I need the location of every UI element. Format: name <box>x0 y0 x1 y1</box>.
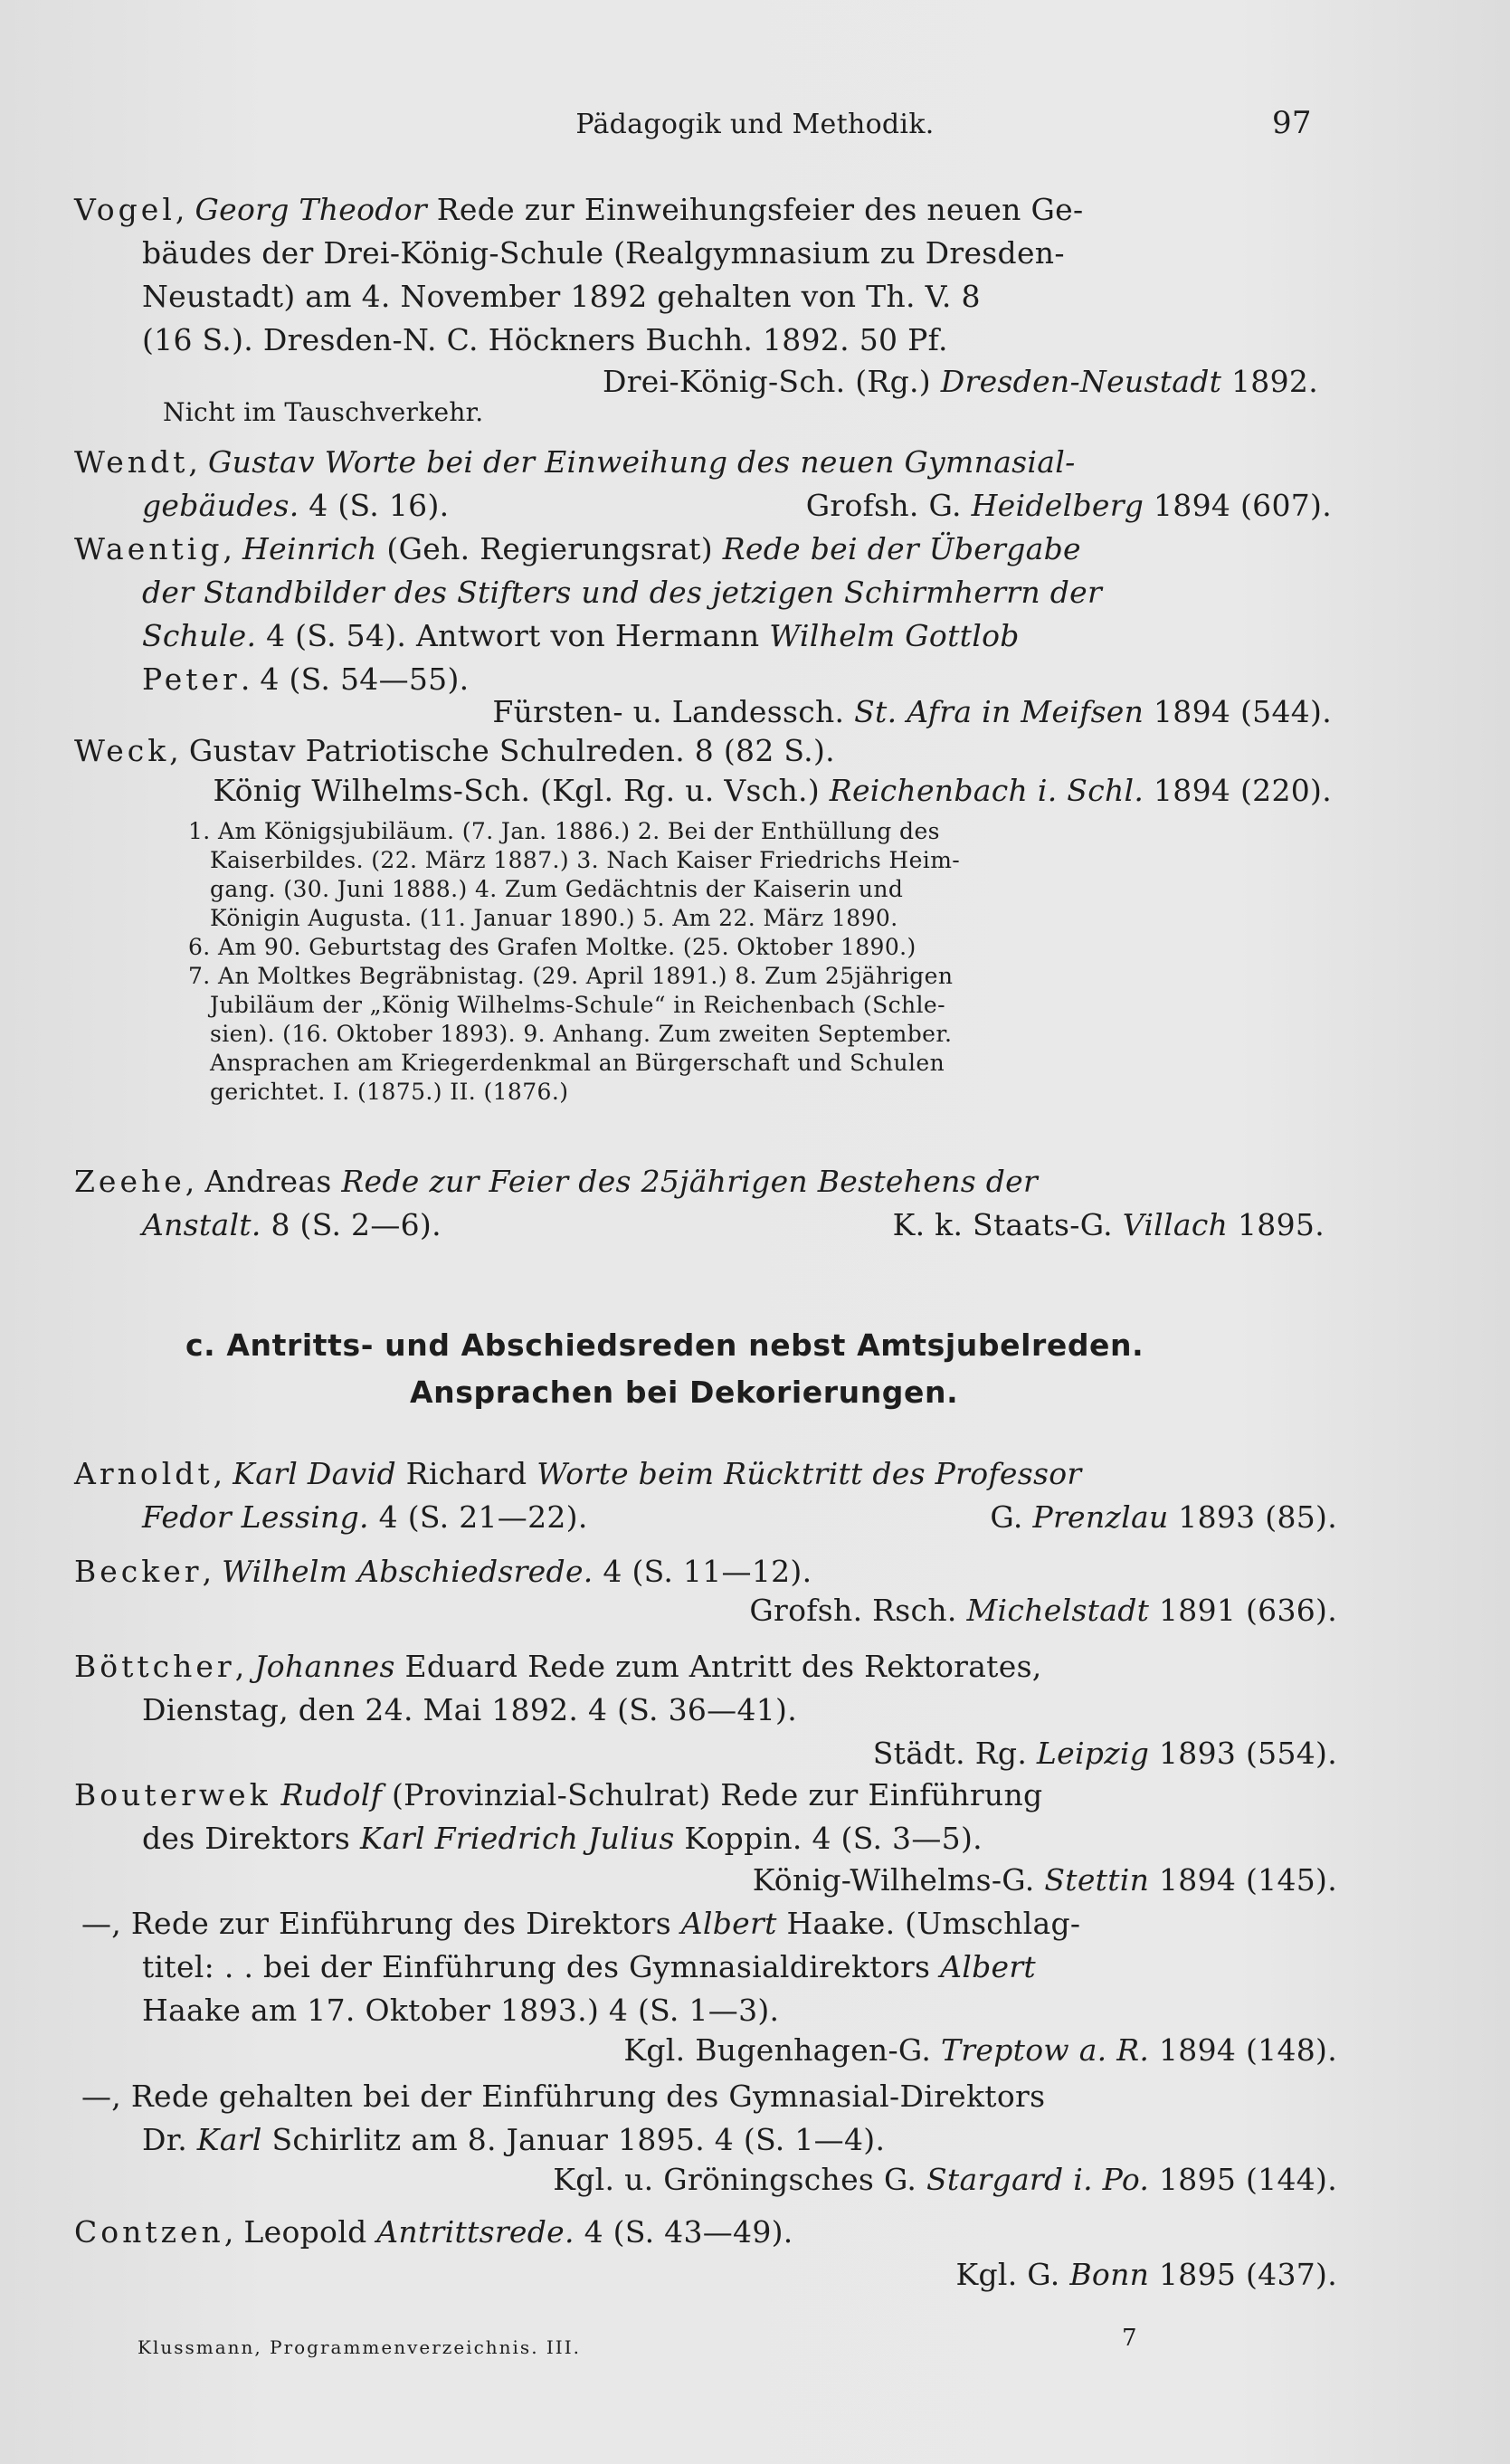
title-cont: Anstalt. <box>142 1207 261 1242</box>
title: Abschiedsrede. <box>357 1554 594 1589</box>
school-line <box>990 1499 1337 1536</box>
year: 1894 (607). <box>1154 488 1332 523</box>
page-number: 97 <box>1272 105 1312 141</box>
contents-line: Kaiserbildes. (22. März 1887.) 3. Nach Kaiser Friedrichs Heim- <box>210 847 961 873</box>
author-surname: Arnoldt <box>74 1456 214 1491</box>
school-line <box>893 1207 1325 1243</box>
author-surname: Contzen <box>74 2214 224 2250</box>
school: König-Wilhelms-G. <box>752 1862 1035 1898</box>
section-subheading: Ansprachen bei Dekorierungen. <box>410 1375 959 1410</box>
author-first: Wilhelm <box>222 1554 348 1589</box>
contents-line: 1. Am Königsjubiläum. (7. Jan. 1886.) 2. Bei der Enthüllung des <box>188 818 940 844</box>
section-heading: c. Antritts- und Abschiedsreden nebst Amtsjubelreden. <box>185 1327 1144 1363</box>
year: 1895. <box>1238 1207 1325 1242</box>
title: Rede bei der Übergabe <box>722 531 1081 566</box>
contents-line: Ansprachen am Kriegerdenkmal an Bürgerschaft und Schulen <box>210 1050 945 1076</box>
author-first: Gustav <box>208 444 315 480</box>
format: 4 (S. 54). Antwort von Hermann <box>266 618 760 653</box>
year: 1892. <box>1231 364 1318 399</box>
author-surname: Weck <box>74 733 170 768</box>
school: Grofsh. G. <box>805 488 962 523</box>
format: 4 (S. 43—49). <box>584 2214 793 2250</box>
text-line: bäudes der Drei-König-Schule (Realgymnasium zu Dresden- <box>142 235 1065 271</box>
author-surname: Becker <box>74 1554 203 1589</box>
school-line <box>873 1736 1337 1772</box>
contents-line: sien). (16. Oktober 1893). 9. Anhang. Zum zweiten September. <box>210 1021 953 1047</box>
year: 1894 (544). <box>1154 694 1332 729</box>
place: Treptow a. R. <box>941 2032 1150 2068</box>
author-first-b: Richard <box>405 1456 527 1491</box>
person-name: Albert <box>680 1906 777 1941</box>
text-line: Haake am 17. Oktober 1893.) 4 (S. 1—3). <box>142 1993 780 2028</box>
school-line <box>603 364 1318 400</box>
year: 1894 (145). <box>1159 1862 1337 1898</box>
text: Schirlitz am 8. Januar 1895. 4 (S. 1—4). <box>271 2122 886 2157</box>
place: Prenzlau <box>1032 1499 1169 1535</box>
title-cont: Schule. <box>142 618 257 653</box>
school: König Wilhelms-Sch. (Kgl. Rg. u. Vsch.) <box>213 773 820 808</box>
school-line <box>749 1593 1337 1629</box>
format: 4 (S. 21—22). <box>378 1499 588 1535</box>
school-line <box>623 2032 1337 2069</box>
title: Rede zur Feier des 25jährigen Bestehens der <box>341 1164 1039 1199</box>
text: titel: . . bei der Einführung des Gymnasialdirektors <box>142 1949 931 1984</box>
place: Stettin <box>1044 1862 1150 1898</box>
school-line <box>806 488 1332 524</box>
title-cont: Fedor Lessing. <box>142 1499 369 1535</box>
author-surname: Bouterwek <box>74 1777 271 1812</box>
author-surname: Zeehe <box>74 1164 185 1199</box>
year: 1894 (220). <box>1154 773 1332 808</box>
author-first: Rudolf <box>280 1777 383 1812</box>
author-surname: Vogel <box>74 192 176 227</box>
title: Worte beim Rücktritt des Professor <box>537 1456 1082 1491</box>
title: Worte bei der Einweihung des neuen Gymnasial- <box>324 444 1076 480</box>
place: Stargard i. Po. <box>926 2162 1150 2197</box>
place: Bonn <box>1069 2257 1150 2292</box>
title-cont: gebäudes. <box>142 488 299 523</box>
title-text: Rede zur Einweihungsfeier des neuen Ge- <box>426 192 1084 227</box>
contents-line: gang. (30. Juni 1888.) 4. Zum Gedächtnis der Kaiserin und <box>210 876 904 902</box>
author-first-b: Eduard <box>404 1649 518 1684</box>
title: Patriotische Schulreden. 8 (82 S.). <box>305 733 835 768</box>
header-title: Pädagogik und Methodik. <box>575 109 935 140</box>
year: 1893 (554). <box>1159 1736 1337 1771</box>
school: G. <box>990 1499 1023 1535</box>
contents-line: gerichtet. I. (1875.) II. (1876.) <box>210 1079 569 1105</box>
title: (Provinzial-Schulrat) Rede zur Einführung <box>391 1777 1043 1812</box>
place: Heidelberg <box>971 488 1144 523</box>
text: Koppin. 4 (S. 3—5). <box>684 1821 983 1856</box>
year: 1891 (636). <box>1159 1593 1337 1628</box>
school-line <box>553 2162 1337 2198</box>
person-name: Karl <box>196 2122 262 2157</box>
text-line: (16 S.). Dresden-N. C. Höckners Buchh. 1892. 50 Pf. <box>142 322 948 357</box>
author-first: Karl David <box>233 1456 396 1491</box>
school: Drei-König-Sch. (Rg.) <box>602 364 931 399</box>
text: Dr. <box>142 2122 187 2157</box>
school-line <box>214 773 1332 809</box>
scanned-page: Pädagogik und Methodik. 97 Vogel, Georg Theodor Rede zur Einweihungsfeier des neuen Ge- bäudes der Drei-König-Schule (Realgymnasium zu Dresden- Neustadt) am 4. November 1892 gehalten von Th. V. 8 (16 S.). Dresden-N. C. Höckners Buchh. 1892. 50 Pf. Drei-König-Sch. (Rg.) Dresden-Neustadt 1892. Nicht im Tauschverkehr. Wendt, Gustav Worte bei der Einweihung des neuen Gymnasial- gebäudes. 4 (S. 16). Grofsh. G. Heidelberg 1894 (607). Waentig, Heinrich (Geh. Regierungsrat) Rede bei der Übergabe der Standbilder des Stifters und des jetzigen Schirmherrn der Schule. 4 (S. 54). Antwort von Hermann Wilhelm Gottlob Peter. 4 (S. 54—55). Fürsten- u. Landessch. St. Afra in Meifsen 1894 (544). Weck, Gustav Patriotische Schulreden. 8 (82 S.). König Wilhelms-Sch. (Kgl. Rg. u. Vsch.) Reichenbach i. Schl. 1894 (220). 1. Am Königsjubiläum. (7. Jan. 1886.) 2. Bei der Enthüllung des Kaiserbildes. (22. März 1887.) 3. Nach Kaiser Friedrichs Heim- gang. (30. Juni 1888.) 4. Zum Gedächtnis der Kaiserin und Königin Augusta. (11. Januar 1890.) 5. Am 22. März 1890. 6. Am 90. Geburtstag des Grafen Moltke. (25. Oktober 1890.) 7. An Moltkes Begräbnistag. (29. April 1891.) 8. Zum 25jährigen Jubiläum der „König Wilhelms-Schule“ in Reichenbach (Schle- sien). (16. Oktober 1893). 9. Anhang. Zum zweiten September. Ansprachen am Kriegerdenkmal an Bürgerschaft und Schulen gerichtet. I. (1875.) II. (1876.) Zeehe, Andreas Rede zur Feier des 25jährigen Bestehens der Anstalt. 8 (S. 2—6). K. k. Staats-G. Villach 1895. c. Antritts- und Abschiedsreden nebst Amtsjubelreden. Ansprachen bei Dekorierungen. Arnoldt, Karl David Richard Worte beim Rücktritt des Professor Fedor Lessing. 4 (S. 21—22). G. Prenzlau 1893 (85). Becker, Wilhelm Abschiedsrede. 4 (S. 11—12). Grofsh. Rsch. Michelstadt 1891 (636). Böttcher, Johannes Eduard Rede zum Antritt des Rektorates, Dienstag, den 24. Mai 1892. 4 (S. 36—41). Städt. Rg. Leipzig 1893 (554). Bouterwek Rudolf (Provinzial-Schulrat) Rede zur Einführung des Direktors Karl Friedrich Julius Koppin. 4 (S. 3—5). König-Wilhelms-G. Stettin 1894 (145). —, Rede zur Einführung des Direktors Albert Haake. (Umschlag- titel: . . bei der Einführung des Gymnasialdirektors Albert Haake am 17. Oktober 1893.) 4 (S. 1—3). Kgl. Bugenhagen-G. Treptow a. R. 1894 (148). —, Rede gehalten bei der Einführung des Gymnasial-Direktors Dr. Karl Schirlitz am 8. Januar 1895. 4 (S. 1—4). Kgl. u. Gröningsches G. Stargard i. Po. 1895 (144). Contzen, Leopold Antrittsrede. 4 (S. 43—49). Kgl. G. Bonn 1895 (437). Klussmann, Programmenverzeichnis. III. 7 <box>0 0 1510 2464</box>
person-name: Albert <box>940 1949 1036 1984</box>
title: Antrittsrede. <box>376 2214 575 2250</box>
format: . 4 (S. 54—55). <box>240 661 470 697</box>
footer-sheet-number: 7 <box>1122 2325 1137 2352</box>
place: Villach <box>1122 1207 1229 1242</box>
place: Michelstadt <box>966 1593 1150 1628</box>
place: Leipzig <box>1036 1736 1150 1771</box>
title: Rede zum Antritt des Rektorates, <box>527 1649 1042 1684</box>
author-surname: Böttcher <box>74 1649 235 1684</box>
text: Rede zur Einführung des Direktors <box>130 1906 671 1941</box>
school: Grofsh. Rsch. <box>749 1593 957 1628</box>
author-first: Johannes <box>254 1649 395 1684</box>
comma: , <box>175 192 195 227</box>
author-first: Andreas <box>204 1164 332 1199</box>
footer-signature: Klussmann, Programmenverzeichnis. III. <box>138 2336 581 2358</box>
person-surname: Peter <box>142 661 241 697</box>
author-first: Gustav <box>188 733 296 768</box>
school: K. k. Staats-G. <box>892 1207 1113 1242</box>
author-first: Leopold <box>243 2214 367 2250</box>
text-line: Dienstag, den 24. Mai 1892. 4 (S. 36—41). <box>142 1692 798 1727</box>
year: 1895 (437). <box>1159 2257 1337 2292</box>
role: (Geh. Regierungsrat) <box>376 531 723 566</box>
repeat-dash: —, <box>81 2079 122 2114</box>
text: Rede gehalten bei der Einführung des Gymnasial-Direktors <box>130 2079 1046 2114</box>
repeat-dash: —, <box>81 1906 122 1941</box>
format: 4 (S. 16). <box>309 488 450 523</box>
author-first: Georg Theodor <box>195 192 427 227</box>
place: St. Afra in Meifsen <box>854 694 1144 729</box>
person-name: Karl Friedrich Julius <box>359 1821 675 1856</box>
text: des Direktors <box>142 1821 351 1856</box>
person-name: Wilhelm Gottlob <box>769 618 1020 653</box>
text: Haake. (Umschlag- <box>786 1906 1081 1941</box>
contents-line: 6. Am 90. Geburtstag des Grafen Moltke. (25. Oktober 1890.) <box>188 934 916 960</box>
year: 1893 (85). <box>1178 1499 1337 1535</box>
note: Nicht im Tauschverkehr. <box>163 397 484 427</box>
year: 1895 (144). <box>1159 2162 1337 2197</box>
year: 1894 (148). <box>1159 2032 1337 2068</box>
school: Kgl. u. Gröningsches G. <box>553 2162 917 2197</box>
contents-line: 7. An Moltkes Begräbnistag. (29. April 1891.) 8. Zum 25jährigen <box>188 963 954 989</box>
author-surname: Waentig <box>74 531 223 566</box>
place: Dresden-Neustadt <box>940 364 1222 399</box>
text-line: Neustadt) am 4. November 1892 gehalten von Th. V. 8 <box>142 279 981 314</box>
title-cont: der Standbilder des Stifters und des jetzigen Schirmherrn der <box>142 575 1103 610</box>
school: Fürsten- u. Landessch. <box>492 694 845 729</box>
school: Städt. Rg. <box>872 1736 1028 1771</box>
place: Reichenbach i. Schl. <box>829 773 1144 808</box>
school: Kgl. Bugenhagen-G. <box>623 2032 932 2068</box>
contents-line: Jubiläum der „König Wilhelms-Schule“ in Reichenbach (Schle- <box>210 992 945 1018</box>
contents-line: Königin Augusta. (11. Januar 1890.) 5. Am 22. März 1890. <box>210 905 898 931</box>
format: 8 (S. 2—6). <box>271 1207 442 1242</box>
author-surname: Wendt <box>74 444 189 480</box>
format: 4 (S. 11—12). <box>603 1554 812 1589</box>
school-line <box>492 694 1332 730</box>
school: Kgl. G. <box>955 2257 1060 2292</box>
school-line <box>753 1862 1337 1898</box>
school-line <box>955 2257 1337 2293</box>
author-first: Heinrich <box>242 531 377 566</box>
